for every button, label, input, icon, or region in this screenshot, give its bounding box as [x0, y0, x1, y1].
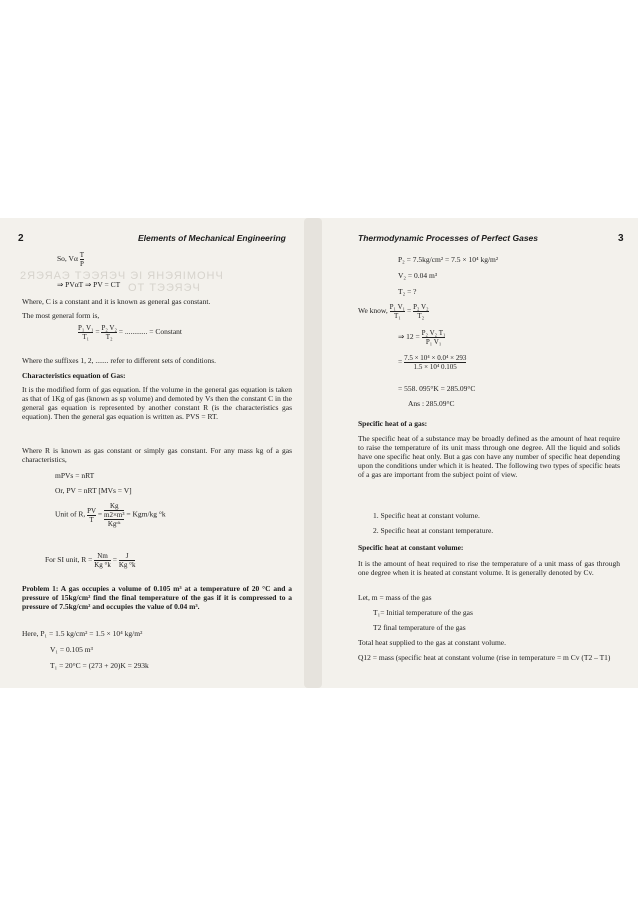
t2-value: T₂ = ? — [398, 287, 417, 296]
here-p1: Here, P₁ = 1.5 kg/cm² = 1.5 × 10⁴ kg/m² — [22, 629, 143, 638]
unit-of-r: Unit of R, $\frac{PV}{T}$ = Kg m2×m³ Kgᵒᵏ = Kgm/kg °k — [55, 502, 166, 528]
left-page — [0, 218, 318, 688]
left-page-header: Elements of Mechanical Engineering — [138, 233, 286, 243]
answer: Ans : 285.09°C — [408, 399, 455, 408]
constant-volume-paragraph: It is the amount of heat required to rise the temperature of a unit mass of gas through one degree when it is heated at constant volume. It is generally denoted by Cv. — [358, 559, 620, 577]
list-item: 2. Specific heat at constant temperature. — [373, 526, 494, 535]
right-page — [318, 218, 638, 688]
q12-equation: Q12 = mass (specific heat at constant volume (rise in temperature = m Cv (T2 – T1) — [358, 653, 611, 662]
t2-final-temp: T2 final temperature of the gas — [373, 623, 466, 632]
general-gas-equation: $\frac{\text{P₁ V₁}}{\text{T₁}}$ = $\frac{\text{P₂ V₂}}{\text{T₂}}$ = ............ = Constant — [78, 324, 183, 341]
bleed-through-text: 2ЯЭЯАЭ ТЭЭЯЭЧ ЭІ ЯНЭЯІМОНЧ — [20, 270, 224, 282]
problem-1-statement: Problem 1: A gas occupies a volume of 0.105 m³ at a temperature of 20 °C and a pressure of 15kg/cm² find the final temperature of the gas if it is compressed to a pressure of 7.5kg/cm² and occupies the value of 0.04 m³. — [22, 584, 292, 611]
book-spread — [0, 218, 638, 688]
most-general-text: The most general form is, — [22, 311, 100, 320]
bleed-through-text: ОТ ТЭЭЯЭЧ — [128, 282, 201, 294]
calculated-result: = 558. 095°K = 285.09°C — [398, 384, 476, 393]
where-r-paragraph: Where R is known as gas constant or simply gas constant. For any mass kg of a gas characteristics, — [22, 446, 292, 464]
specific-heat-heading: Specific heat of a gas: — [358, 419, 428, 428]
mpvs-equation: mPVs = nRT — [55, 471, 95, 480]
t1-value: T₁ = 20°C = (273 + 20)K = 293k — [50, 661, 149, 670]
implies-line: ⇒ PVαT ⇒ PV = CT — [57, 280, 121, 289]
where-c-text: Where, C is a constant and it is known as general gas constant. — [22, 297, 211, 306]
we-know-equation: We know, $\frac{\text{P₁ V₁}}{\text{T₁}}$ = $\frac{\text{P₂ V₂}}{\text{T₂}}$ — [358, 303, 429, 320]
so-proportion: So, Vα $\frac{T}{P}$ — [57, 251, 85, 268]
numeric-substitution: = $\frac{\text{7.5 × 10⁴ × 0.0⁴ × 293}}{\text{1.5 × 10⁴ 0.105}}$ — [398, 354, 467, 371]
total-heat-text: Total heat supplied to the gas at constant volume. — [358, 638, 506, 647]
left-page-number: 2 — [18, 233, 24, 244]
t1-initial-temp: T₁= Initial temperature of the gas — [373, 608, 473, 617]
v1-value: V₁ = 0.105 m³ — [50, 645, 93, 654]
characteristics-heading: Characteristics equation of Gas: — [22, 371, 126, 380]
right-page-header: Thermodynamic Processes of Perfect Gases — [358, 233, 538, 243]
right-page-number: 3 — [618, 233, 624, 244]
let-m-text: Let, m = mass of the gas — [358, 593, 432, 602]
specific-heat-paragraph: The specific heat of a substance may be broadly defined as the amount of heat require to raise the temperature of its unit mass through one degree. All the liquid and solids have one specific heat only. But a gas con have any number of specific heat depending upon the conditions under which it is heated. The following two types of specific heats of a gas are important from the subject point of view. — [358, 434, 620, 479]
constant-volume-heading: Specific heat at constant volume: — [358, 543, 464, 552]
p2-value: P₂ = 7.5kg/cm² = 7.5 × 10⁴ kg/m² — [398, 255, 499, 264]
list-item: 1. Specific heat at constant volume. — [373, 511, 480, 520]
v2-value: V₂ = 0.04 m³ — [398, 271, 438, 280]
suffixes-text: Where the suffixes 1, 2, ....... refer to different sets of conditions. — [22, 356, 217, 365]
or-pv-equation: Or, PV = nRT [MVs = V] — [55, 486, 132, 495]
t12-expression: ⇒ 12 = $\frac{\text{P₂ V₂ T₁}}{\text{P₁ V₁}}$ — [398, 329, 446, 346]
si-unit-of-r: For SI unit, R = $\frac{Nm}{Kg ^\circ k}$ = $\frac{J}{Kg ^\circ k}$ — [45, 552, 136, 569]
characteristics-paragraph: It is the modified form of gas equation. If the volume in the general gas equation is taken as that of 1Kg of gas (known as sp volume) and demoted by Vs then the constant C in the general gas equation is represented by another constant R (is the characteristics gas equation). Then the general gas equation is written as. PVS = RT. — [22, 385, 292, 421]
